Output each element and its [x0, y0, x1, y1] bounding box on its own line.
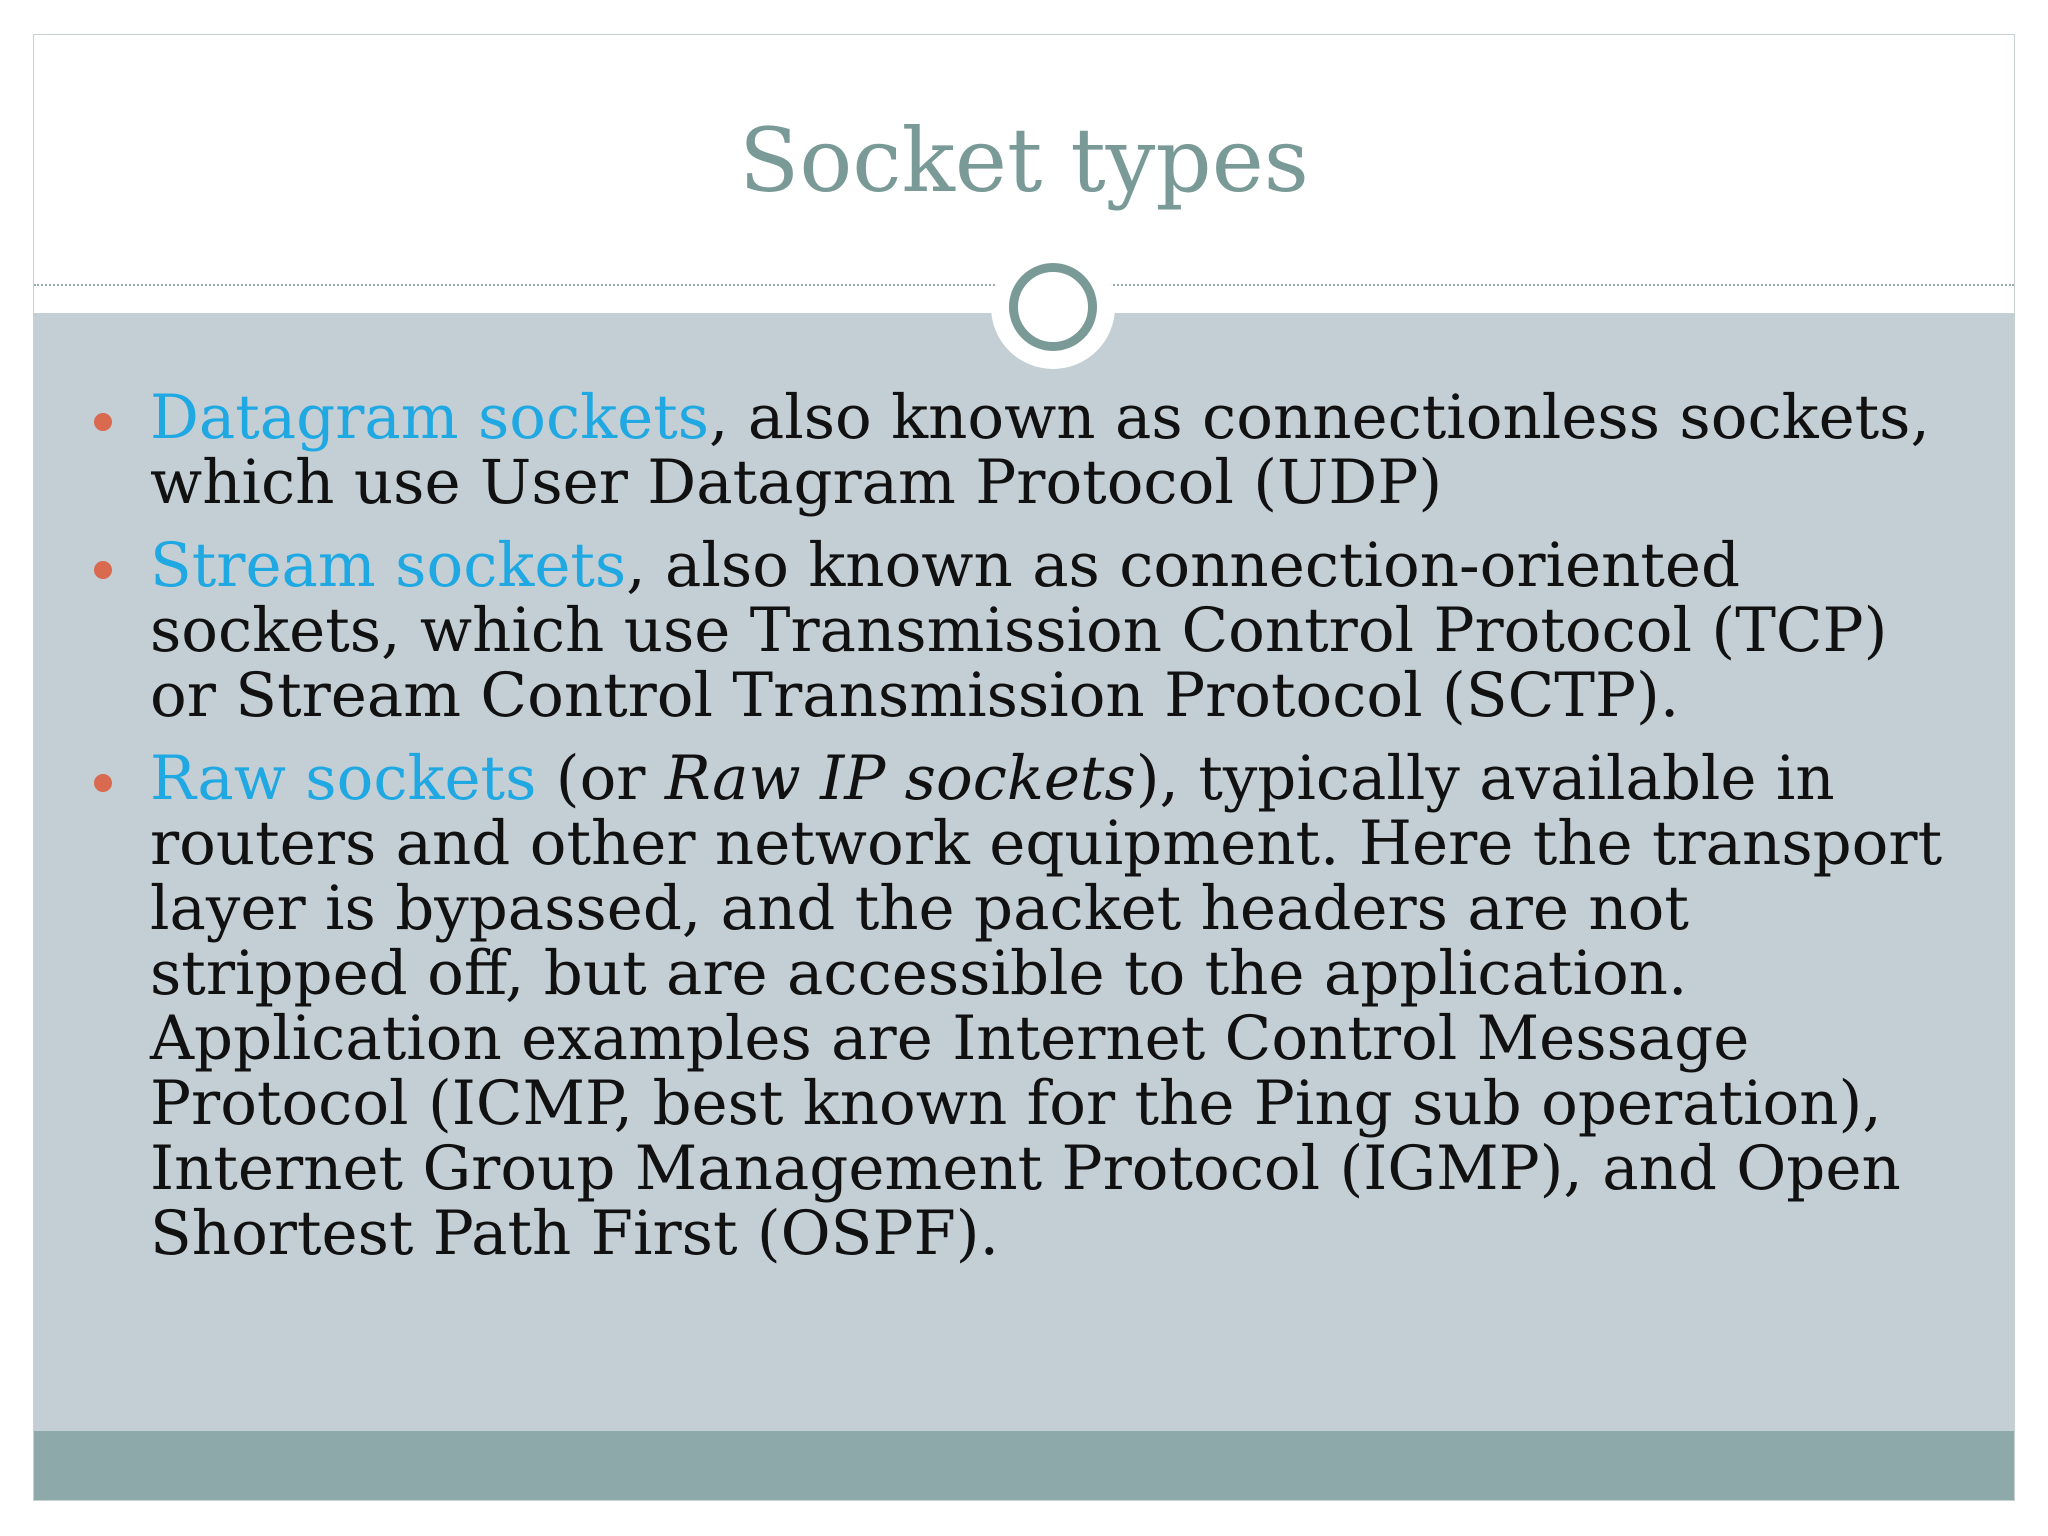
bullet-text: , also known as connectionless sockets, which use User Datagram Protocol (UDP) — [150, 382, 1930, 518]
bullet-term: Stream sockets — [150, 530, 627, 601]
list-item — [34, 743, 2014, 1269]
bullet-term: Datagram sockets — [150, 382, 710, 453]
bullet-text: , also known as connection-oriented sockets, which use Transmission Control Protocol (TCP) or Stream Control Transmission Protocol (SCTP). — [150, 530, 1888, 731]
bullet-pre: (or — [536, 743, 665, 814]
bullet-italic: Raw IP sockets — [664, 743, 1136, 814]
list-item — [34, 530, 2014, 731]
bullet-dot-icon — [94, 413, 112, 431]
bullet-dot-icon — [94, 774, 112, 792]
bullet-term: Raw sockets — [150, 743, 537, 814]
bullet-dot-icon — [94, 561, 112, 579]
ring-ornament-icon — [1009, 263, 1097, 351]
footer-band — [34, 1431, 2014, 1501]
slide — [33, 34, 2015, 1501]
bullet-text: ), typically available in routers and other network equipment. Here the transport layer is bypassed, and the packet headers are not stripped off, but are accessible to the application. Application examples are Internet Control Message Protocol (ICMP, best known for the Ping sub operation), Internet Group Management Protocol (IGMP), and Open Shortest Path First (OSPF). — [150, 743, 1943, 1269]
bullet-list — [34, 382, 2014, 1284]
list-item — [34, 382, 2014, 518]
slide-title: Socket types — [739, 109, 1309, 212]
